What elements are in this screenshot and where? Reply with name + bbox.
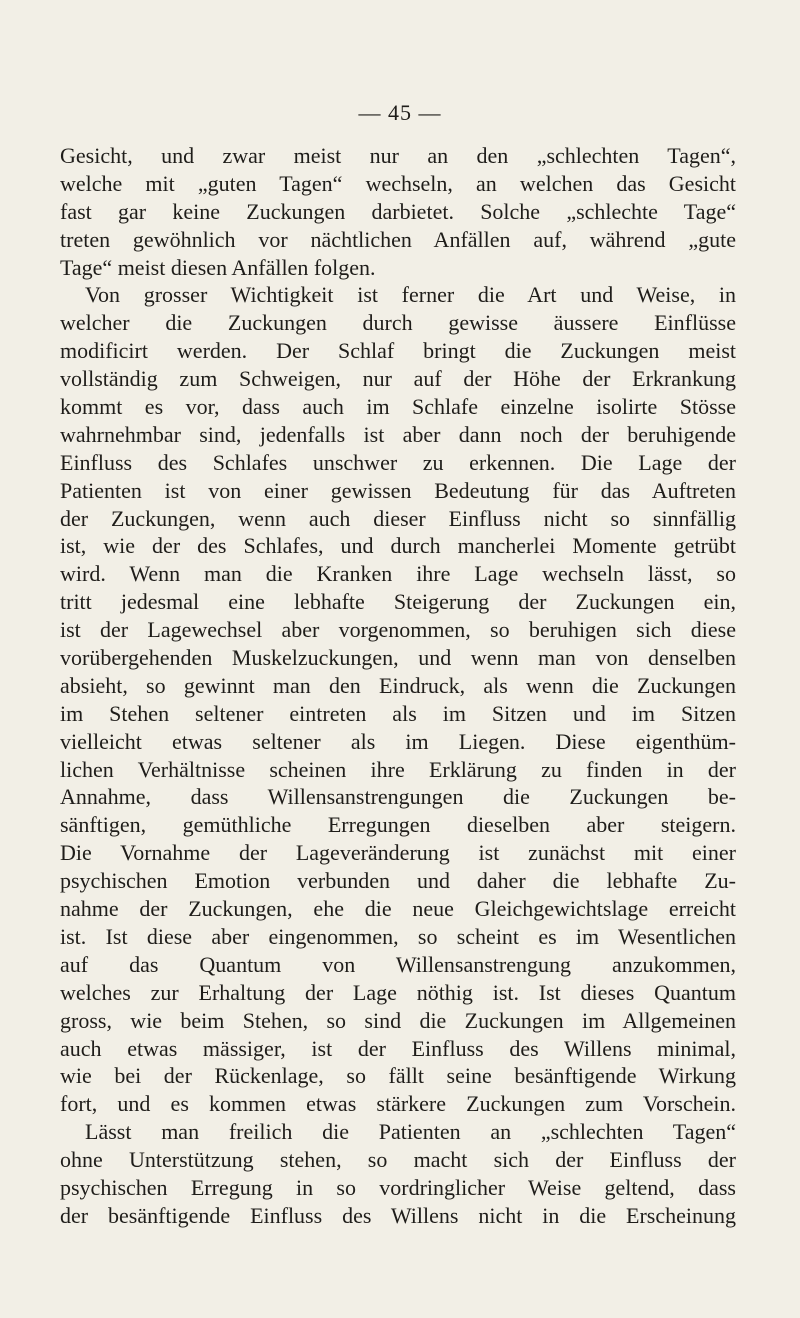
text-line: psychischen Erregung in so vordringlicher Weise geltend, dass bbox=[60, 1174, 736, 1200]
text-line: Annahme, dass Willensanstrengungen die Zuckungen be- bbox=[60, 784, 736, 810]
text-line: ohne Unterstützung stehen, so macht sich der Einfluss der bbox=[60, 1147, 736, 1173]
page-number: — 45 — bbox=[358, 100, 442, 125]
text-line: ist. Ist diese aber eingenommen, so scheint es im Wesentlichen bbox=[60, 923, 736, 949]
text-line: fort, und es kommen etwas stärkere Zuckungen zum Vorschein. bbox=[60, 1091, 736, 1117]
text-line: Die Vornahme der Lageveränderung ist zunächst mit einer bbox=[60, 840, 736, 866]
text-line: auf das Quantum von Willensanstrengung anzukommen, bbox=[60, 951, 736, 977]
text-line: fast gar keine Zuckungen darbietet. Solche „schlechte Tage“ bbox=[60, 198, 736, 224]
text-line: Lässt man freilich die Patienten an „schlechten Tagen“ bbox=[85, 1119, 736, 1145]
text-line: im Stehen seltener eintreten als im Sitzen und im Sitzen bbox=[60, 700, 736, 726]
text-line: wird. Wenn man die Kranken ihre Lage wechseln lässt, so bbox=[60, 561, 736, 587]
text-line: treten gewöhnlich vor nächtlichen Anfällen auf, während „gute bbox=[60, 226, 736, 252]
text-line: modificirt werden. Der Schlaf bringt die Zuckungen meist bbox=[60, 338, 736, 364]
text-line: wahrnehmbar sind, jedenfalls ist aber dann noch der beruhigende bbox=[60, 421, 736, 447]
text-line: psychischen Emotion verbunden und daher die lebhafte Zu- bbox=[60, 868, 736, 894]
text-line: ist der Lagewechsel aber vorgenommen, so beruhigen sich diese bbox=[60, 617, 736, 643]
text-line: auch etwas mässiger, ist der Einfluss des Willens minimal, bbox=[60, 1035, 736, 1061]
text-line: vorübergehenden Muskelzuckungen, und wenn man von denselben bbox=[60, 645, 736, 671]
text-line: vielleicht etwas seltener als im Liegen. Diese eigenthüm- bbox=[60, 728, 736, 754]
text-line: Patienten ist von einer gewissen Bedeutung für das Auftreten bbox=[60, 477, 736, 503]
body-text bbox=[60, 142, 736, 1230]
text-line: absieht, so gewinnt man den Eindruck, als wenn die Zuckungen bbox=[60, 672, 736, 698]
text-line: lichen Verhältnisse scheinen ihre Erklärung zu finden in der bbox=[60, 756, 736, 782]
text-line: Gesicht, und zwar meist nur an den „schlechten Tagen“, bbox=[60, 143, 736, 168]
text-line: der Zuckungen, wenn auch dieser Einfluss nicht so sinnfällig bbox=[60, 505, 736, 531]
text-line: wie bei der Rückenlage, so fällt seine besänftigende Wirkung bbox=[60, 1063, 736, 1089]
text-line: vollständig zum Schweigen, nur auf der Höhe der Erkrankung bbox=[60, 366, 736, 392]
text-line: welche mit „guten Tagen“ wechseln, an welchen das Gesicht bbox=[60, 170, 736, 196]
text-line: der besänftigende Einfluss des Willens nicht in die Erscheinung bbox=[60, 1202, 736, 1228]
text-line: Einfluss des Schlafes unschwer zu erkennen. Die Lage der bbox=[60, 449, 736, 475]
text-line: nahme der Zuckungen, ehe die neue Gleichgewichtslage erreicht bbox=[60, 896, 736, 922]
text-line: tritt jedesmal eine lebhafte Steigerung der Zuckungen ein, bbox=[60, 589, 736, 615]
text-line: Tage“ meist diesen Anfällen folgen. bbox=[60, 254, 376, 280]
text-line: welches zur Erhaltung der Lage nöthig ist. Ist dieses Quantum bbox=[60, 979, 736, 1005]
text-line: sänftigen, gemüthliche Erregungen dieselben aber steigern. bbox=[60, 812, 736, 838]
text-line: gross, wie beim Stehen, so sind die Zuckungen im Allgemeinen bbox=[60, 1007, 736, 1033]
text-line: kommt es vor, dass auch im Schlafe einzelne isolirte Stösse bbox=[60, 394, 736, 420]
text-line: ist, wie der des Schlafes, und durch mancherlei Momente getrübt bbox=[60, 533, 736, 559]
text-line: welcher die Zuckungen durch gewisse äussere Einflüsse bbox=[60, 310, 736, 336]
text-line: Von grosser Wichtigkeit ist ferner die Art und Weise, in bbox=[85, 282, 736, 308]
